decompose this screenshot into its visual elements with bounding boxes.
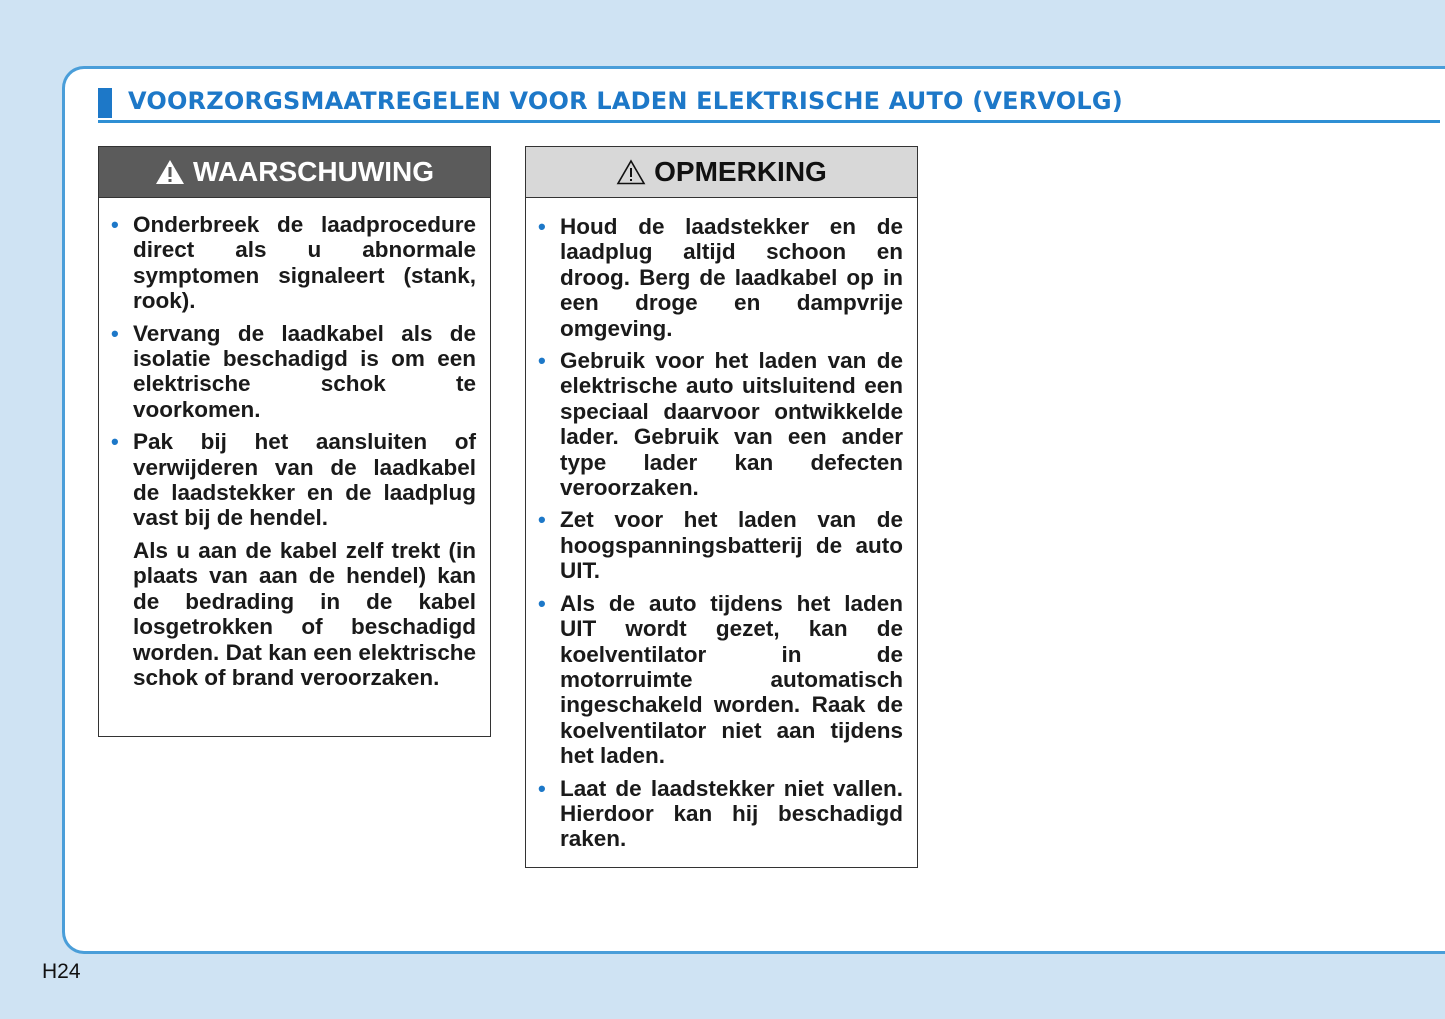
note-list bbox=[526, 198, 917, 852]
list-item: • Onderbreek de laadprocedure direct als u abnormale symptomen signaleert (stank, rook). bbox=[111, 212, 476, 314]
note-title: OPMERKING bbox=[654, 156, 827, 187]
warning-box bbox=[98, 146, 491, 737]
note-header bbox=[526, 147, 917, 198]
page-number: H24 bbox=[42, 960, 81, 983]
bullet-icon: • bbox=[111, 212, 119, 237]
bullet-icon: • bbox=[538, 507, 546, 533]
bullet-icon: • bbox=[111, 429, 119, 455]
bullet-icon: • bbox=[538, 590, 546, 616]
bullet-icon: • bbox=[538, 348, 546, 374]
list-item: • Vervang de laadkabel als de isolatie beschadigd is om een elektrische schok te voorkomen. bbox=[111, 320, 476, 422]
warning-list bbox=[99, 198, 490, 531]
section-header bbox=[98, 86, 1440, 123]
warning-extra-paragraph: Als u aan de kabel zelf trekt (in plaats van aan de hendel) kan de bedrading in de kabel losgetrokken of beschadigd worden. Dat kan een elektrische schok of brand veroorzaken. bbox=[133, 537, 476, 690]
section-title: VOORZORGSMAATREGELEN VOOR LADEN ELEKTRISCHE AUTO (VERVOLG) bbox=[128, 87, 1123, 115]
warning-title: WAARSCHUWING bbox=[192, 156, 435, 187]
note-box bbox=[525, 146, 918, 868]
list-item: • Houd de laadstekker en de laadplug altijd schoon en droog. Berg de laadkabel op in een droge en dampvrije omgeving. bbox=[538, 214, 903, 341]
title-marker bbox=[98, 88, 112, 118]
bullet-icon: • bbox=[538, 775, 546, 801]
caution-triangle-icon bbox=[616, 159, 646, 185]
list-item: • Als de auto tijdens het laden UIT wordt gezet, kan de koelventilator in de motorruimte automatisch ingeschakeld worden. Raak de koelventilator niet aan tijdens het laden. bbox=[538, 590, 903, 769]
bullet-icon: • bbox=[538, 214, 546, 239]
bullet-icon: • bbox=[111, 320, 119, 346]
warning-triangle-icon bbox=[155, 159, 185, 185]
list-item: • Laat de laadstekker niet vallen. Hierdoor kan hij beschadigd raken. bbox=[538, 775, 903, 852]
list-item: • Pak bij het aansluiten of verwijderen van de laadkabel de laadstekker en de laadplug vast bij de hendel. bbox=[111, 429, 476, 531]
warning-header bbox=[99, 147, 490, 198]
list-item: • Zet voor het laden van de hoogspanningsbatterij de auto UIT. bbox=[538, 507, 903, 584]
list-item: • Gebruik voor het laden van de elektrische auto uitsluitend een speciaal daarvoor ontwikkelde lader. Gebruik van een ander type lader kan defecten veroorzaken. bbox=[538, 348, 903, 501]
